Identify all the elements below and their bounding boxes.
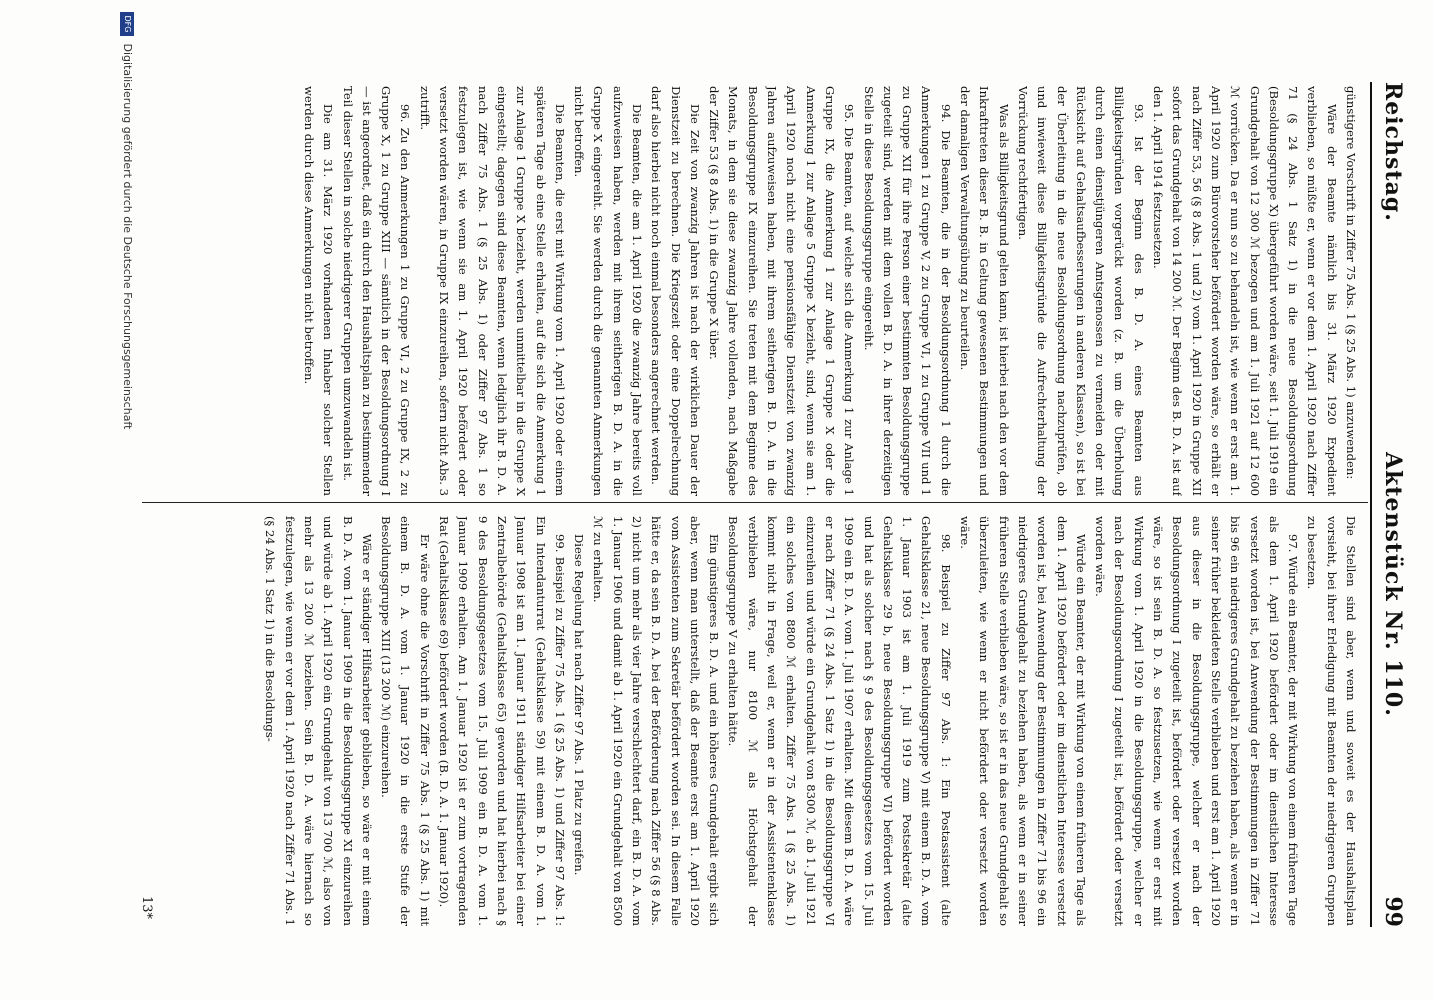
- paragraph: Was als Billigkeitsgrund gelten kann, ist hierbei nach den vor dem Inkrafttreten dieser B. B. in Geltung gewesenen Bestimmungen und der damaligen Verwaltungsübung zu beurteilen.: [958, 86, 1011, 496]
- paragraph: Ein günstigeres B. D. A. und ein höheres Grundgehalt ergibt sich aber, wenn man unterstellt, daß der Beamte erst am 1. April 1920 vom Assistenten zum Sekretär befördert worden sei. In diesem Falle hätte er, da sein B. D. A. bei der Beförderung nach Ziffer 56 (§ 8 Abs. 2) nicht um mehr als vier Jahre verschlechtert darf, ein B. D. A. vom 1. Januar 1906 und damit ab 1. April 1920 ein Grundgehalt von 8500 ℳ zu erhalten.: [591, 516, 722, 926]
- digitization-note: [112, 12, 134, 992]
- paragraph: Er wäre ohne die Vorschrift in Ziffer 75 Abs. 1 (§ 25 Abs. 1) mit einem B. D. A. vom 1. Januar 1920 in die erste Stufe der Besoldungsgruppe XIII (13 200 ℳ) einzureihen.: [379, 516, 432, 926]
- document-title: Aktenstück Nr. 110.: [1380, 452, 1406, 717]
- section-title: Reichstag.: [1380, 82, 1406, 222]
- paragraph: 98. Beispiel zu Ziffer 97 Abs. 1: Ein Postassistent (alte Gehaltsklasse 21, neue Besoldungsgruppe V) mit einem B. D. A. vom 1. Januar 1903 ist am 1. Juli 1919 zum Postsekretär (alte Gehaltsklasse 29 b, neue Besoldungsgruppe VI) befördert worden und hat als solcher nach § 9 des Besoldungsgesetzes vom 15. Juli 1909 ein B. D. A. vom 1. Juli 1907 erhalten. Mit diesem B. D. A. wäre er nach Ziffer 71 (§ 24 Abs. 1 Satz 1) in die Besoldungsgruppe VI einzureihen und würde ein Grundgehalt von 8300 ℳ, ab 1. Juli 1921 ein solches von 8800 ℳ erhalten. Ziffer 75 Abs. 1 (§ 25 Abs. 1) kommt nicht in Frage, weil er, wenn er in der Assistentenklasse verblieben wäre, nur 8100 ℳ als Höchstgehalt der Besoldungsgruppe V zu erhalten hätte.: [726, 516, 953, 926]
- paragraph: Die Beamten, die erst mit Wirkung vom 1. April 1920 oder einem späteren Tage ab eine Stelle erhalten, auf die sich die Anmerkung 1 zur Anlage 1 Gruppe X bezieht, werden unmittelbar in die Gruppe X eingestellt; dagegen sind diese Beamten, wenn lediglich ihr B. D. A. nach Ziffer 75 Abs. 1 (§ 25 Abs. 1) oder Ziffer 97 Abs. 1 so festzulegen ist, wie wenn sie am 1. April 1920 befördert oder versetzt worden wären, in Gruppe IX einzureihen, sofern nicht Abs. 3 zutrifft.: [417, 86, 567, 496]
- right-column: [142, 516, 1360, 926]
- page-number: 99: [1380, 896, 1406, 927]
- paragraph: 94. Die Beamten, die in der Besoldungsordnung 1 durch die Anmerkungen 1 zu Gruppe V, 2 zu Gruppe VI, 1 zu Gruppe VII und 1 zu Gruppe XII für ihre Person einer bestimmten Besoldungsgruppe zugeteilt sind, werden mit dem vollen B. D. A. in ihrer derzeitigen Stelle in diese Besoldungsgruppe eingereiht.: [861, 86, 953, 496]
- digitization-text: Digitalisierung gefördert durch die Deutsche Forschungsgemeinschaft: [121, 43, 134, 430]
- header-rule: [1370, 82, 1372, 927]
- paragraph: Würde ein Beamter, der mit Wirkung von einem früheren Tage als dem 1. April 1920 befördert oder im dienstlichen Interesse versetzt worden ist, bei Anwendung der Bestimmungen in Ziffer 71 bis 96 ein niedrigeres Grundgehalt zu beziehen haben, als wenn er in seiner früheren Stelle verblieben wäre, so ist er in das neue Grundgehalt so überzuleiten, wie wenn er nicht befördert oder versetzt worden wäre.: [958, 516, 1088, 926]
- page-header: [1372, 82, 1412, 927]
- signature-mark: 13*: [139, 895, 154, 919]
- paragraph: Wäre der Beamte nämlich bis 31. März 1920 Expedient verblieben, so müßte er, wenn er vor dem 1. April 1920 nach Ziffer 71 (§ 24 Abs. 1 Satz 1) in die neue Besoldungsordnung (Besoldungsgruppe X) übergeführt worden wäre, seit 1. Juli 1919 ein Grundgehalt von 12 300 ℳ bezogen und am 1. Juli 1921 auf 12 600 ℳ vorrücken. Da er nun so zu behandeln ist, wie wenn er erst am 1. April 1920 zum Bürovorsteher befördert worden wäre, so erhält er nach Ziffer 53, 56 (§ 8 Abs. 1 und 2) vom 1. April 1920 in Gruppe XII sofort das Grundgehalt von 14 200 ℳ. Der Beginn des B. D. A. ist auf den 1. April 1914 festzusetzen.: [1151, 86, 1339, 496]
- paragraph: 99. Beispiel zu Ziffer 75 Abs. 1 (§ 25 Abs. 1) und Ziffer 97 Abs. 1: Ein Intendanturrat (Gehaltsklasse 59) mit einem B. D. A. vom 1. Januar 1908 ist am 1. Januar 1911 ständiger Hilfsarbeiter bei einer Zentralbehörde (Gehaltsklasse 65) geworden und hat hierbei nach § 9 des Besoldungsgesetzes vom 15. Juli 1909 ein B. D. A. vom 1. Januar 1909 erhalten. Am 1. Januar 1920 ist er zum vortragenden Rat (Gehaltsklasse 69) befördert worden (B. D. A. 1. Januar 1920).: [437, 516, 567, 926]
- paragraph: Die am 31. März 1920 vorhandenen Inhaber solcher Stellen werden durch diese Anmerkungen nicht betroffen.: [301, 86, 336, 496]
- paragraph: 93. Ist der Beginn des B. D. A. eines Beamten aus Billigkeitsgründen vorgerückt worden (z. B. um die Überholung durch einen dienstjüngeren Amtsgenossen zu vermeiden oder mit Rücksicht auf Gehaltsaufbesserungen in anderen Klassen), so ist bei der Überleitung in die neue Besoldungsordnung nachzuprüfen, ob und inwieweit diese Billigkeitsgründe die Aufrechterhaltung der Vorrückung rechtfertigen.: [1015, 86, 1146, 496]
- paragraph: Wäre er ständiger Hilfsarbeiter geblieben, so wäre er mit einem B. D. A. vom 1. Januar 1909 in die Besoldungsgruppe XI einzureihen und würde ab 1. April 1920 ein Grundgehalt von 13 700 ℳ, also von mehr als 13 200 ℳ beziehen. Sein B. D. A. wäre hiernach so festzulegen, wie wenn er vor dem 1. April 1920 nach Ziffer 71 Abs. 1 (§ 24 Abs. 1 Satz 1) in die Besoldungs-: [263, 516, 374, 926]
- paragraph: Die Stellen sind aber, wenn und soweit es der Haushaltsplan vorsieht, bei ihrer Erledigung mit Beamten der niedrigeren Gruppen zu besetzen.: [1305, 516, 1358, 926]
- paragraph: Diese Regelung hat nach Ziffer 97 Abs. 1 Platz zu greifen.: [572, 534, 587, 876]
- paragraph: günstigere Vorschrift in Ziffer 75 Abs. 1 (§ 25 Abs. 1) anzuwenden:: [1344, 86, 1358, 480]
- dfg-logo-icon: DFG: [120, 12, 134, 36]
- column-divider: [142, 502, 1368, 503]
- paragraph: 97. Würde ein Beamter, der mit Wirkung von einem früheren Tage als dem 1. April 1920 befördert oder im dienstlichen Interesse versetzt worden ist, bei Anwendung der Bestimmungen in Ziffer 71 bis 96 ein niedrigeres Grundgehalt zu beziehen haben, als wenn er in seiner früher bekleideten Stelle verblieben und erst am 1. April 1920 aus dieser in die Besoldungsgruppe, welcher er nach der Besoldungsordnung I zugeteilt ist, befördert oder versetzt worden wäre, so ist sein B. D. A. so festzusetzen, wie wenn er erst mit Wirkung vom 1. April 1920 in die Besoldungsgruppe, welcher er nach der Besoldungsordnung I zugeteilt ist, befördert oder versetzt worden wäre.: [1093, 516, 1301, 926]
- paragraph: 95. Die Beamten, auf welche sich die Anmerkung 1 zur Anlage 1 Gruppe IX, die Anmerkung 1 zur Anlage 1 Gruppe X oder die Anmerkung 1 zur Anlage 5 Gruppe X bezieht, sind, wenn sie am 1. April 1920 noch nicht eine pensionsfähige Dienstzeit von zwanzig Jahren aufzuweisen haben, mit ihrem seitherigen B. D. A. in die Besoldungsgruppe IX einzureihen. Sie treten mit dem Beginne des Monats, in dem sie diese zwanzig Jahre vollenden, nach Maßgabe der Ziffer 53 (§ 8 Abs. 1) in die Gruppe X über.: [707, 86, 857, 496]
- paragraph: 96. Zu den Anmerkungen 1 zu Gruppe VI, 2 zu Gruppe IX, 2 zu Gruppe X, 1 zu Gruppe XIII — sämtlich in der Besoldungsordnung I — ist angeordnet, daß ein durch den Haushaltsplan zu bestimmender Teil dieser Stellen in solche niedrigerer Gruppen umzuwandeln ist.: [340, 86, 413, 496]
- paragraph: Die Zeit von zwanzig Jahren ist nach der wirklichen Dauer der Dienstzeit zu berechnen. Die Kriegszeit oder eine Doppelrechnung darf also hierbei nicht noch einmal besonders angerechnet werden.: [649, 86, 702, 496]
- left-column: [142, 86, 1360, 496]
- paragraph: Die Beamten, die am 1. April 1920 die zwanzig Jahre bereits voll aufzuweisen haben, werden mit ihrem seitherigen B. D. A. in die Gruppe X eingereiht. Sie werden durch die genannten Anmerkungen nicht betroffen.: [572, 86, 645, 496]
